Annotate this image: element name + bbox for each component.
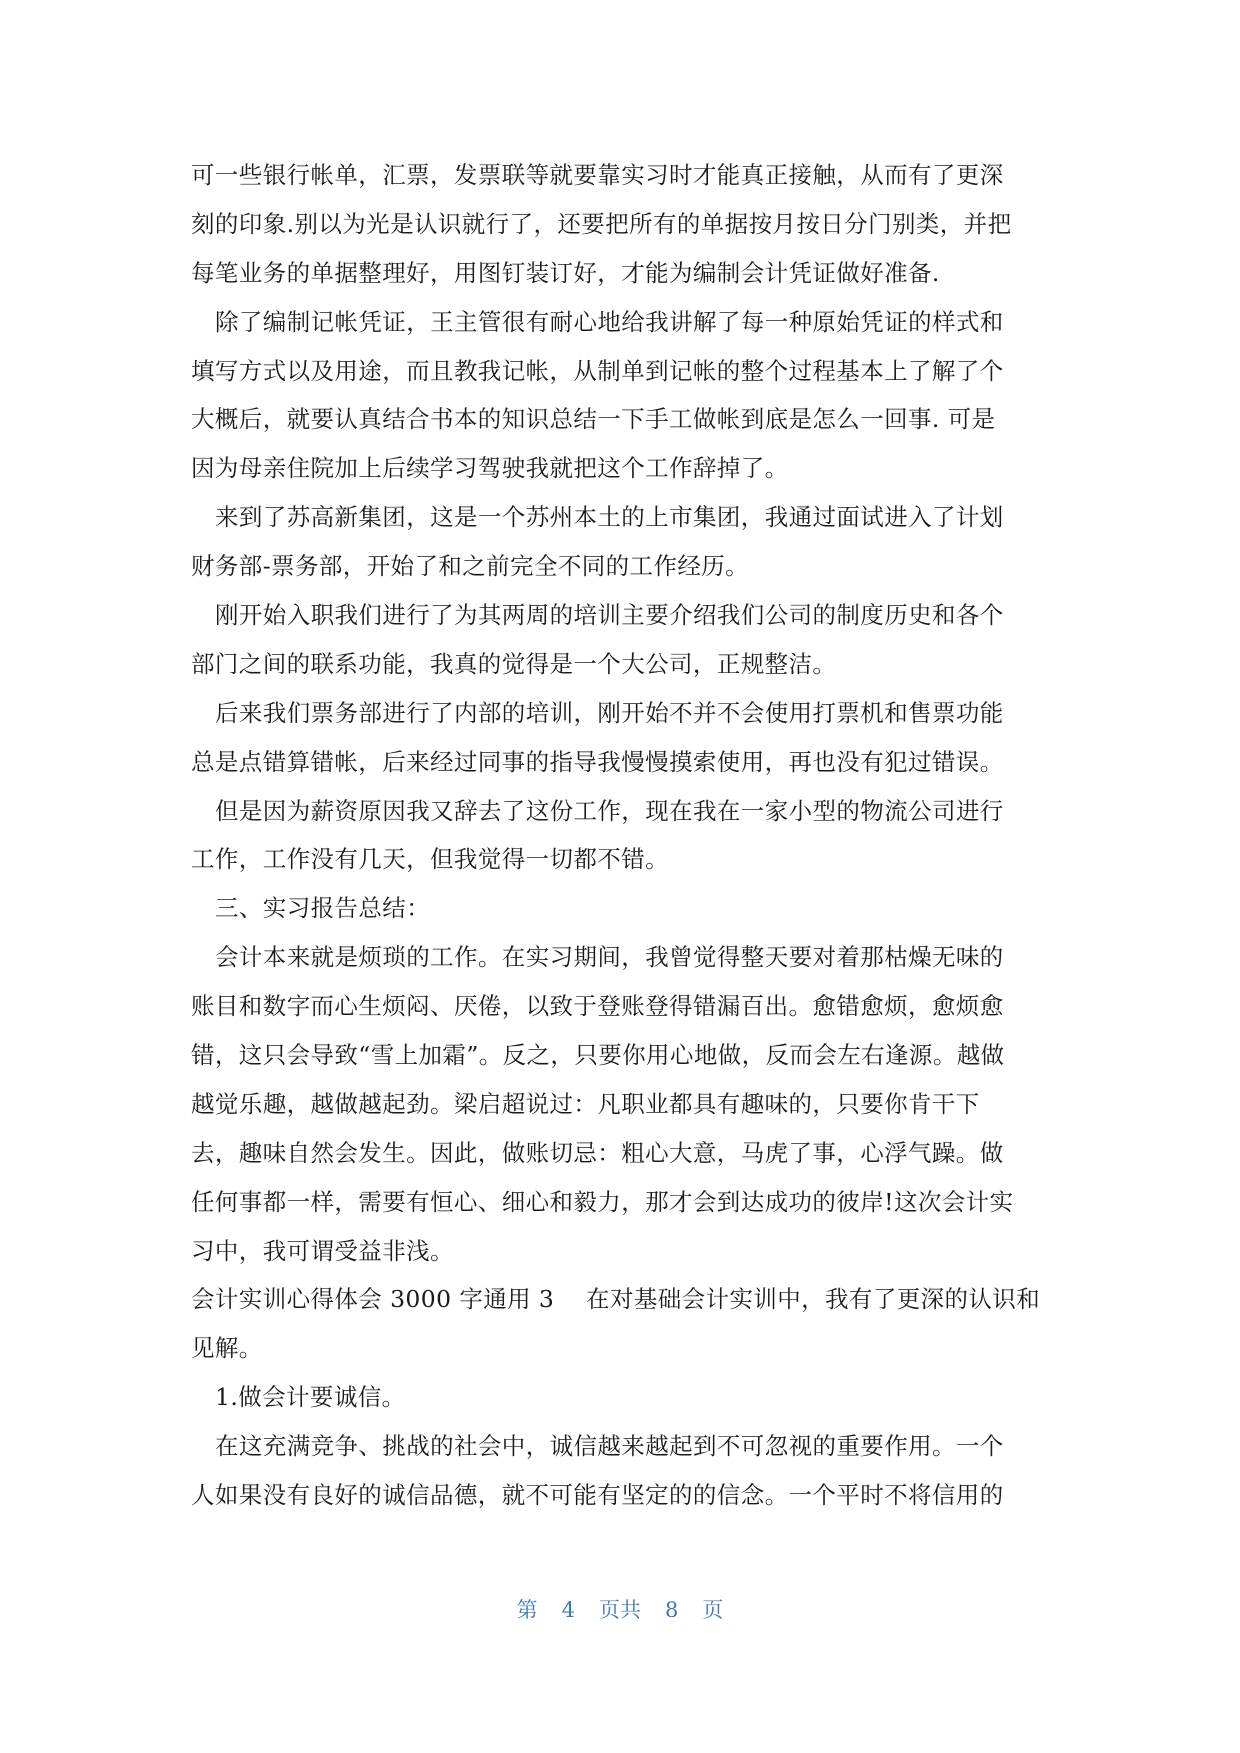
total-pages-number: 8 — [665, 1598, 679, 1622]
text-line: 大概后，就要认真结合书本的知识总结一下手工做帐到底是怎么一回事. 可是 — [191, 405, 996, 434]
footer-suffix: 页 — [702, 1598, 724, 1622]
text-line: 来到了苏高新集团，这是一个苏州本土的上市集团，我通过面试进入了计划 — [215, 503, 1004, 532]
numbered-heading: 1.做会计要诚信。 — [215, 1383, 406, 1412]
document-body — [191, 151, 1051, 1520]
text-line: 每笔业务的单据整理好，用图钉装订好，才能为编制会计凭证做好准备. — [191, 258, 940, 287]
footer-prefix: 第 — [516, 1598, 538, 1622]
page-footer — [0, 1594, 1240, 1624]
text-line: 填写方式以及用途，而且教我记帐，从制单到记帐的整个过程基本上了解了个 — [191, 356, 1004, 385]
text-line: 去，趣味自然会发生。因此，做账切忌：粗心大意，马虎了事，心浮气躁。做 — [191, 1138, 1004, 1167]
text-line: 在这充满竞争、挑战的社会中，诚信越来越起到不可忽视的重要作用。一个 — [215, 1432, 1004, 1461]
footer-mid: 页共 — [599, 1598, 641, 1622]
text-line: 任何事都一样，需要有恒心、细心和毅力，那才会到达成功的彼岸!这次会计实 — [191, 1187, 1014, 1216]
text-line: 习中，我可谓受益非浅。 — [191, 1236, 454, 1265]
text-line: 工作，工作没有几天，但我觉得一切都不错。 — [191, 845, 669, 874]
article-title-line: 会计实训心得体会 3000 字通用 3 在对基础会计实训中，我有了更深的认识和 — [191, 1285, 1041, 1314]
text-line: 总是点错算错帐，后来经过同事的指导我慢慢摸索使用，再也没有犯过错误。 — [191, 747, 1004, 776]
text-line: 因为母亲住院加上后续学习驾驶我就把这个工作辞掉了。 — [191, 454, 789, 483]
text-line: 人如果没有良好的诚信品德，就不可能有坚定的的信念。一个平时不将信用的 — [191, 1481, 1004, 1510]
text-line: 账目和数字而心生烦闷、厌倦，以致于登账登得错漏百出。愈错愈烦，愈烦愈 — [191, 992, 1004, 1021]
text-line: 会计本来就是烦琐的工作。在实习期间，我曾觉得整天要对着那枯燥无味的 — [215, 943, 1004, 972]
text-line: 除了编制记帐凭证，王主管很有耐心地给我讲解了每一种原始凭证的样式和 — [215, 307, 1004, 336]
text-line: 但是因为薪资原因我又辞去了这份工作，现在我在一家小型的物流公司进行 — [215, 796, 1004, 825]
text-line: 后来我们票务部进行了内部的培训，刚开始不并不会使用打票机和售票功能 — [215, 698, 1004, 727]
text-line: 越觉乐趣，越做越起劲。梁启超说过：凡职业都具有趣味的，只要你肯干下 — [191, 1089, 980, 1118]
text-line: 可一些银行帐单，汇票，发票联等就要靠实习时才能真正接触，从而有了更深 — [191, 161, 1004, 189]
current-page-number: 4 — [561, 1598, 575, 1622]
section-heading: 三、实习报告总结： — [215, 894, 431, 923]
text-line: 财务部-票务部，开始了和之前完全不同的工作经历。 — [191, 552, 750, 581]
text-line: 错，这只会导致“雪上加霜”。反之，只要你用心地做，反而会左右逢源。越做 — [191, 1041, 1005, 1070]
text-line: 刻的印象.别以为光是认识就行了，还要把所有的单据按月按日分门别类，并把 — [191, 209, 1012, 238]
text-line: 部门之间的联系功能，我真的觉得是一个大公司，正规整洁。 — [191, 649, 837, 678]
text-line: 刚开始入职我们进行了为其两周的培训主要介绍我们公司的制度历史和各个 — [215, 601, 1004, 630]
text-line: 见解。 — [191, 1334, 263, 1363]
